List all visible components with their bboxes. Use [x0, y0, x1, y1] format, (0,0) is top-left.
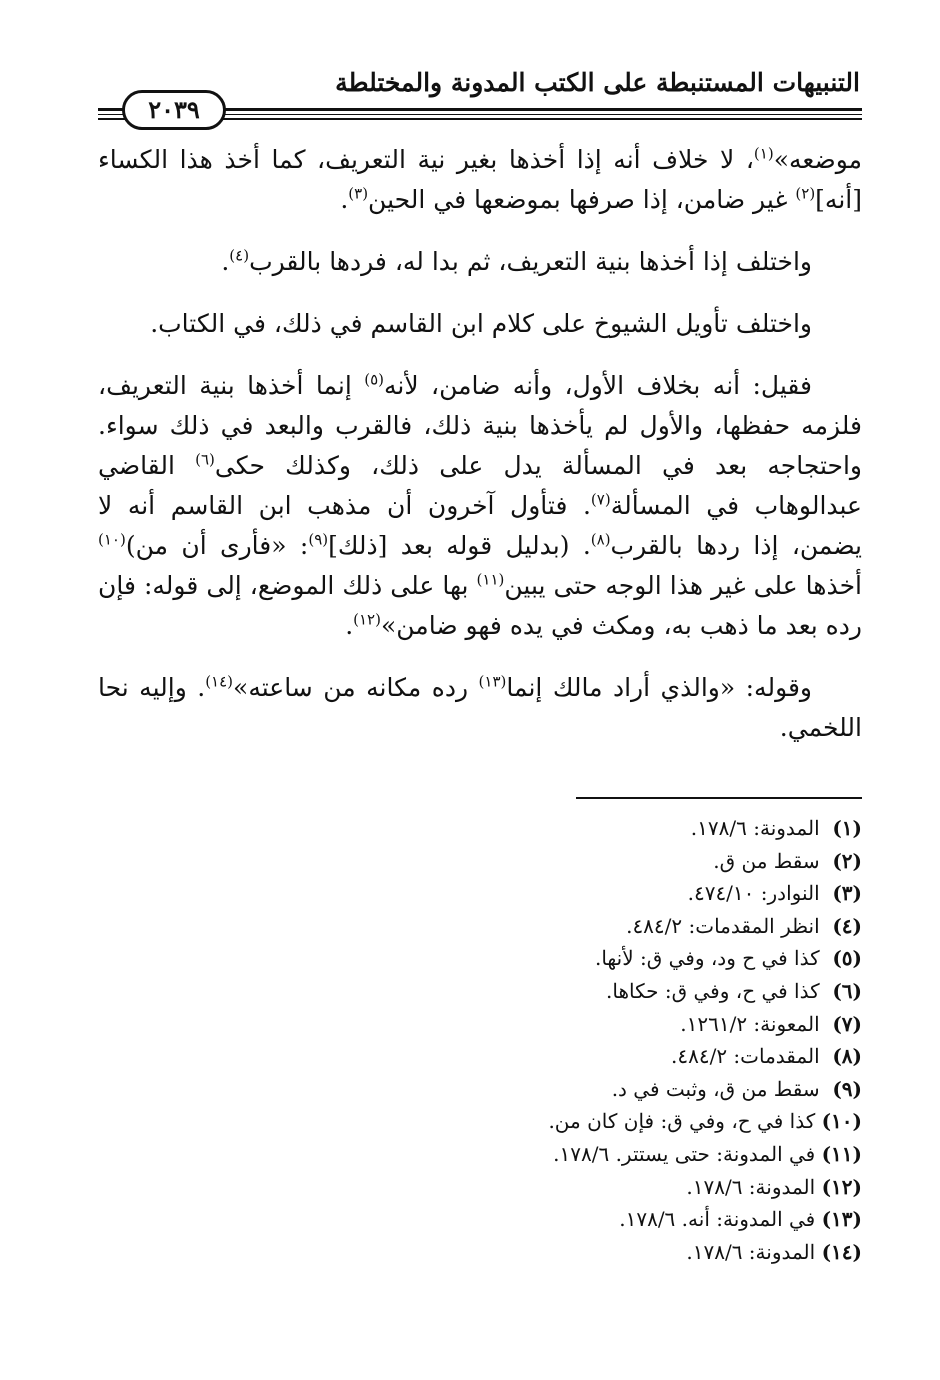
footnote-item — [120, 975, 862, 1008]
text-run: إنما أخذها بنية التعريف، فلزمه حفظها، والأول لم يأخذها بنية ذلك، فالقرب والبعد في ذلك سواء. واحتجاجه بعد في المسألة يدل على ذلك، وكذلك حكى — [98, 371, 862, 480]
footnote-number: (١٢) — [821, 1174, 862, 1199]
text-run: القاضي عبدالوهاب في المسألة — [98, 451, 862, 520]
footnote-number: (٣) — [832, 881, 862, 906]
footnote-marker: (١٣) — [478, 672, 507, 691]
footnote-number: (٥) — [832, 946, 862, 971]
footnote-marker: (١١) — [476, 570, 505, 589]
footnote-item — [120, 812, 862, 845]
footnote-marker: (٣) — [348, 184, 369, 203]
footnote-item — [120, 877, 862, 910]
footnote-item — [120, 1040, 862, 1073]
footnote-item — [120, 910, 862, 943]
footnote-text: المقدمات: ٤٨٤/٢. — [671, 1044, 820, 1069]
paragraph-p3 — [98, 304, 862, 344]
text-run: موضعه» — [773, 145, 862, 174]
paragraph-p4 — [98, 366, 862, 646]
paragraph-p1 — [98, 140, 862, 220]
text-run: بها على ذلك الموضع، إلى قوله: فإن رده بعد ما ذهب به، ومكث في يده فهو ضامن» — [98, 571, 862, 640]
main-text — [98, 140, 862, 770]
footnote-number: (٩) — [832, 1076, 862, 1101]
footnote-number: (١٤) — [821, 1239, 862, 1264]
text-run: ، لا خلاف أنه إذا أخذها بغير نية التعريف، كما أخذ هذا الكساء [أنه] — [98, 145, 862, 214]
footnote-item — [120, 1171, 862, 1204]
page-number: ٢٠٣٩ — [122, 90, 226, 130]
text-run: رده مكانه من ساعته» — [233, 673, 479, 702]
footnote-item — [120, 845, 862, 878]
text-run: غير ضامن، إذا صرفها بموضعها في الحين — [368, 185, 796, 214]
text-run: : «فأرى أن من) — [125, 531, 309, 560]
paragraph-p5 — [98, 668, 862, 748]
text-run: واختلف إذا أخذها بنية التعريف، ثم بدا له، فردها بالقرب — [249, 247, 812, 276]
footnote-marker: (٢) — [795, 184, 816, 203]
footnote-text: كذا في ح ود، وفي ق: لأنها. — [594, 946, 820, 971]
footnote-item — [120, 1203, 862, 1236]
footnote-item — [120, 1073, 862, 1106]
footnote-marker: (٨) — [590, 530, 611, 549]
text-run: . وإليه نحا اللخمي. — [98, 673, 862, 742]
running-title: التنبيهات المستنبطة على الكتب المدونة والمختلطة — [335, 68, 860, 97]
footnote-text: سقط من ق، وثبت في د. — [611, 1076, 820, 1101]
footnote-number: (١١) — [821, 1141, 862, 1166]
text-run: . — [345, 611, 354, 640]
footnote-number: (١) — [832, 816, 862, 840]
footnote-item — [120, 1008, 862, 1041]
text-run: فقيل: أنه بخلاف الأول، وأنه ضامن، لأنه — [384, 371, 813, 400]
footnote-number: (٨) — [832, 1044, 862, 1069]
footnote-text: كذا في ح، وفي ق: حكاها. — [606, 978, 820, 1003]
footnote-marker: (٤) — [229, 246, 250, 265]
footnote-text: كذا في ح، وفي ق: فإن كان من. — [548, 1109, 816, 1134]
footnote-marker: (٩) — [308, 530, 329, 549]
footnote-marker: (٦) — [195, 450, 215, 469]
footnote-text: في المدونة: حتى يستتر. ١٧٨/٦. — [553, 1141, 816, 1166]
footnote-marker: (١٤) — [205, 672, 234, 691]
footnote-text: المعونة: ١٢٦١/٢. — [680, 1011, 820, 1036]
paragraph-p2 — [98, 242, 862, 282]
footnote-text: النوادر: ٤٧٤/١٠. — [687, 881, 820, 906]
footnote-number: (١٣) — [821, 1207, 862, 1232]
footnote-item — [120, 1236, 862, 1269]
footnote-text: في المدونة: أنه. ١٧٨/٦. — [619, 1207, 816, 1232]
text-run: . (بدليل قوله بعد [ذلك] — [328, 531, 591, 560]
text-run: . — [340, 185, 349, 214]
footnote-marker: (٧) — [590, 490, 611, 509]
footnote-separator — [576, 797, 862, 799]
text-run: . — [221, 247, 230, 276]
footnotes-list — [120, 812, 862, 1268]
footnote-marker: (٥) — [364, 370, 385, 389]
footnote-marker: (١) — [753, 144, 774, 163]
footnote-text: المدونة: ١٧٨/٦. — [686, 1239, 816, 1264]
footnote-item — [120, 1105, 862, 1138]
footnote-number: (١٠) — [821, 1109, 862, 1134]
text-run: . فتأول آخرون أن مذهب ابن القاسم أنه لا يضمن، إذا ردها بالقرب — [98, 491, 863, 560]
text-run: واختلف تأويل الشيوخ على كلام ابن القاسم في ذلك، في الكتاب. — [150, 309, 812, 338]
text-run: وقوله: «والذي أراد مالك إنما — [506, 673, 813, 702]
footnote-text: المدونة: ١٧٨/٦. — [690, 816, 820, 840]
footnote-marker: (١٢) — [353, 610, 381, 629]
footnote-marker: (١٠) — [98, 530, 126, 549]
footnote-number: (٦) — [832, 978, 862, 1003]
footnote-number: (٧) — [832, 1011, 862, 1036]
footnote-item — [120, 942, 862, 975]
footnote-text: سقط من ق. — [713, 848, 820, 873]
footnote-text: انظر المقدمات: ٤٨٤/٢. — [626, 913, 820, 938]
text-run: أخذها على غير هذا الوجه حتى يبين — [504, 571, 862, 600]
footnote-number: (٢) — [832, 848, 862, 873]
footnote-item — [120, 1138, 862, 1171]
footnote-number: (٤) — [832, 913, 862, 938]
footnote-text: المدونة: ١٧٨/٦. — [686, 1174, 816, 1199]
